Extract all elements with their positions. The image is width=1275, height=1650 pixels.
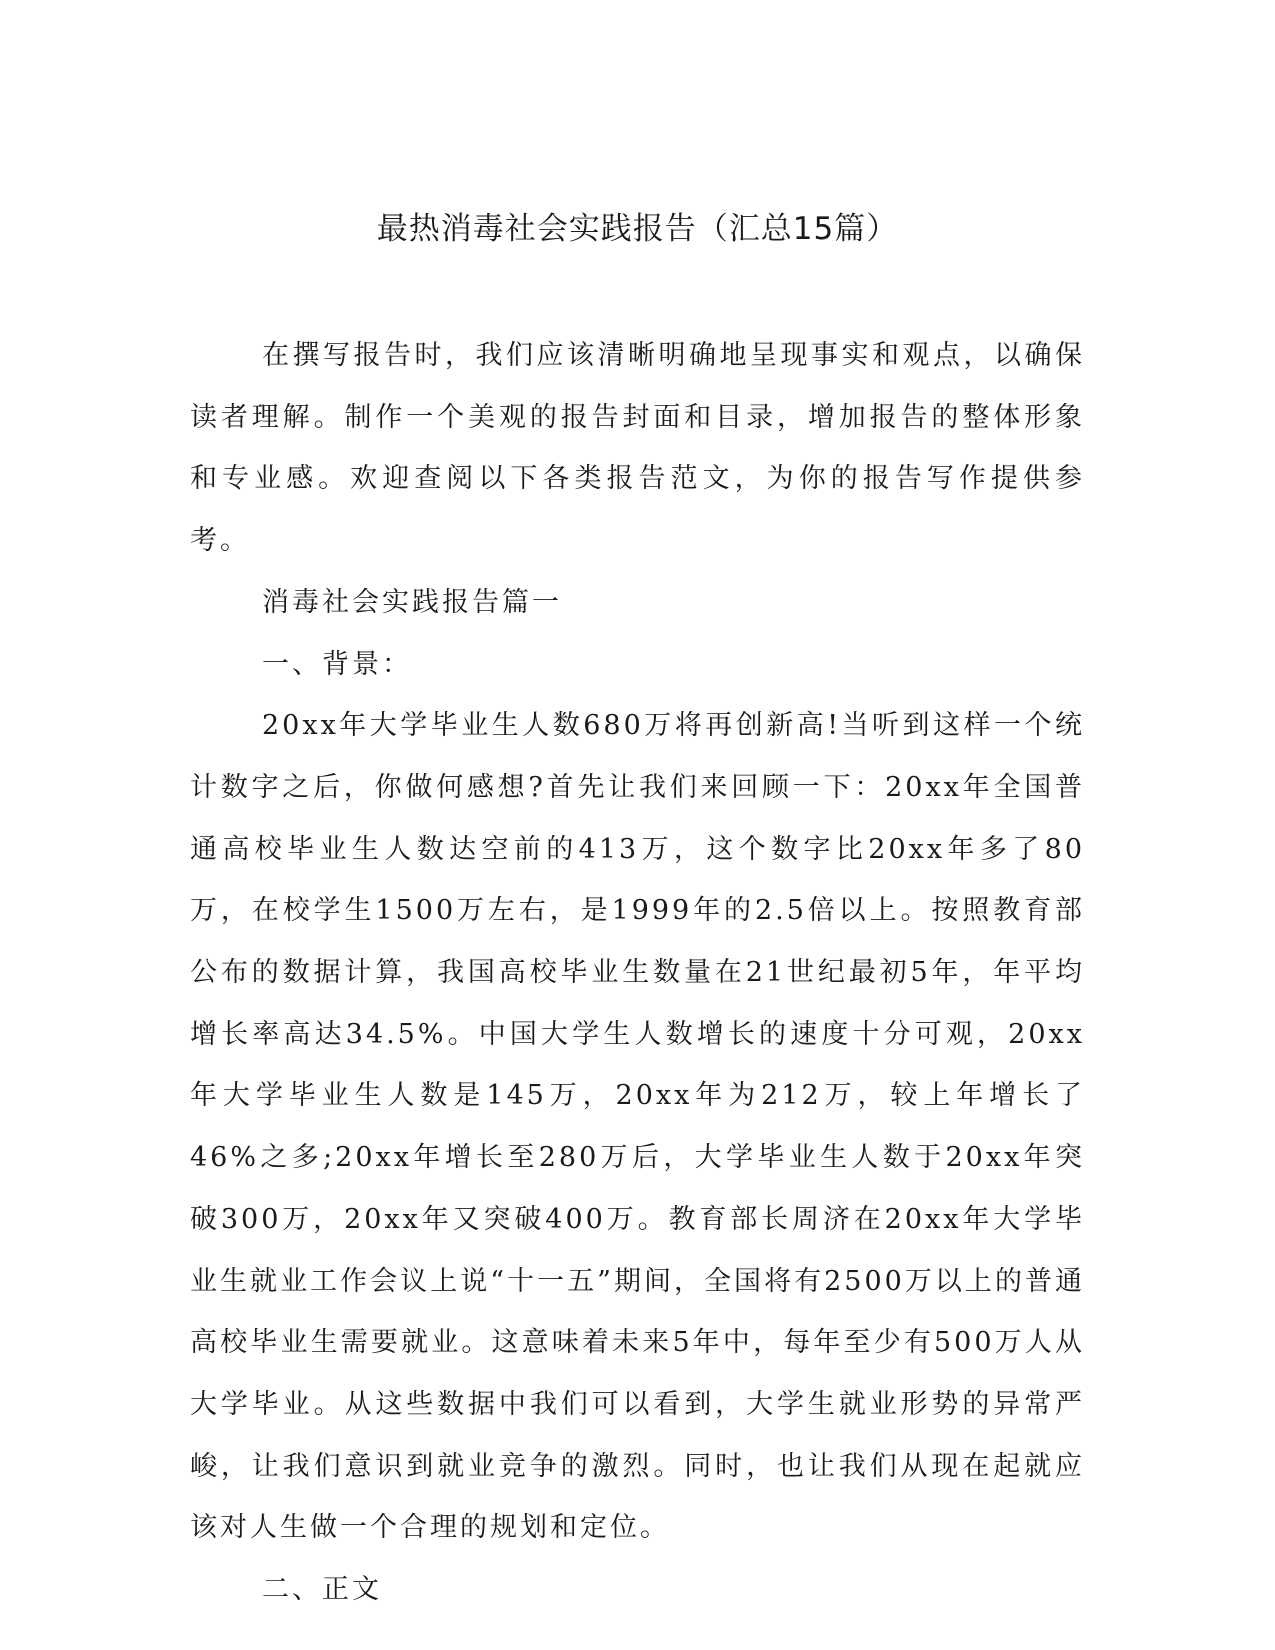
section-heading-part-one: 消毒社会实践报告篇一	[262, 586, 562, 618]
subheading-background: 一、背景：	[262, 648, 412, 680]
document-title: 最热消毒社会实践报告（汇总15篇）	[376, 211, 899, 247]
subheading-main-text: 二、正文	[262, 1574, 382, 1606]
background-paragraph: 20xx年大学毕业生人数680万将再创新高!当听到这样一个统计数字之后，你做何感想?首先让我们来回顾一下：20xx年全国普通高校毕业生人数达空前的413万，这个数字比20xx年多了80万，在校学生1500万左右，是1999年的2.5倍以上。按照教育部公布的数据计算，我国高校毕业生数量在21世纪最初5年，年平均增长率高达34.5%。中国大学生人数增长的速度十分可观，20xx年大学毕业生人数是145万，20xx年为212万，较上年增长了46%之多;20xx年增长至280万后，大学毕业生人数于20xx年突破300万，20xx年又突破400万。教育部长周济在20xx年大学毕业生就业工作会议上说“十一五”期间，全国将有2500万以上的普通高校毕业生需要就业。这意味着未来5年中，每年至少有500万人从大学毕业。从这些数据中我们可以看到，大学生就业形势的异常严峻，让我们意识到就业竞争的激烈。同时，也让我们从现在起就应该对人生做一个合理的规划和定位。	[190, 710, 1085, 1544]
document-body	[190, 325, 1085, 1621]
intro-paragraph: 在撰写报告时，我们应该清晰明确地呈现事实和观点，以确保读者理解。制作一个美观的报告封面和目录，增加报告的整体形象和专业感。欢迎查阅以下各类报告范文，为你的报告写作提供参考。	[190, 340, 1085, 557]
